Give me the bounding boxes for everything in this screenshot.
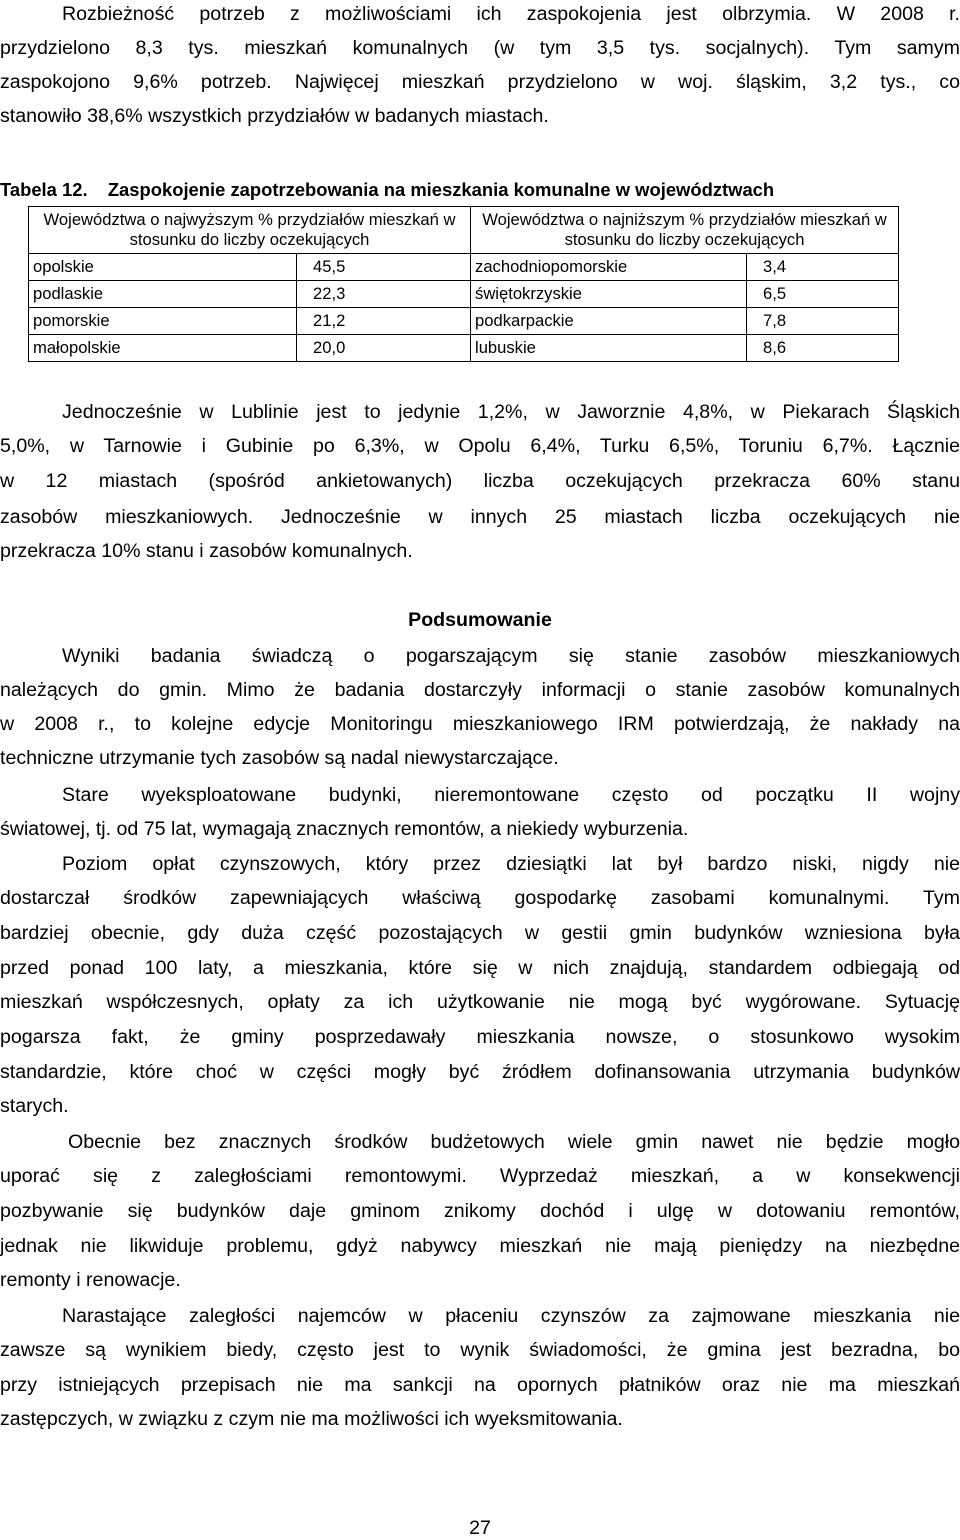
text-line: pogarsza fakt, że gminy posprzedawały mieszkania nowsze, o stosunkowo wysokim xyxy=(0,1026,960,1048)
text-line: w 12 miastach (spośród ankietowanych) liczba oczekujących przekracza 60% stanu xyxy=(0,470,960,492)
text-line: techniczne utrzymanie tych zasobów są nadal niewystarczające. xyxy=(0,747,559,769)
text-line: Poziom opłat czynszowych, który przez dziesiątki lat był bardzo niski, nigdy nie xyxy=(62,853,960,875)
table-title: Zaspokojenie zapotrzebowania na mieszkania komunalne w województwach xyxy=(107,179,775,200)
low-voivodeship: podkarpackie xyxy=(471,308,747,335)
text-line: Obecnie bez znacznych środków budżetowych wiele gmin nawet nie będzie mogło xyxy=(68,1131,960,1153)
text-line: stanowiło 38,6% wszystkich przydziałów w badanych miastach. xyxy=(0,105,549,127)
text-line: należących do gmin. Mimo że badania dostarczyły informacji o stanie zasobów komunalnych xyxy=(0,679,960,701)
table-row xyxy=(29,335,899,362)
text-line: przy istniejących przepisach nie ma sankcji na opornych płatników oraz nie ma mieszkań xyxy=(0,1374,960,1396)
low-value: 7,8 xyxy=(747,308,899,335)
high-value: 20,0 xyxy=(297,335,471,362)
high-voivodeship: podlaskie xyxy=(29,281,297,308)
text-line: światowej, tj. od 75 lat, wymagają znacznych remontów, a niekiedy wyburzenia. xyxy=(0,818,689,840)
high-value: 21,2 xyxy=(297,308,471,335)
high-value: 45,5 xyxy=(297,254,471,281)
voivodeship-table xyxy=(28,206,899,362)
table-row xyxy=(29,254,899,281)
text-line: starych. xyxy=(0,1095,69,1117)
table-label: Tabela 12. xyxy=(0,179,88,200)
low-voivodeship: lubuskie xyxy=(471,335,747,362)
text-line: standardzie, które choć w części mogły być źródłem dofinansowania utrzymania budynków xyxy=(0,1061,960,1083)
text-line: bardziej obecnie, gdy duża część pozostających w gestii gmin budynków wzniesiona była xyxy=(0,922,960,944)
text-line: Wyniki badania świadczą o pogarszającym się stanie zasobów mieszkaniowych xyxy=(62,645,960,667)
text-line: uporać się z zaległościami remontowymi. Wyprzedaż mieszkań, a w konsekwencji xyxy=(0,1165,960,1187)
section-heading: Podsumowanie xyxy=(408,609,552,631)
text-line: 5,0%, w Tarnowie i Gubinie po 6,3%, w Opolu 6,4%, Turku 6,5%, Toruniu 6,7%. Łącznie xyxy=(0,435,960,457)
page-number: 27 xyxy=(469,1517,491,1539)
text-line: przekracza 10% stanu i zasobów komunalnych. xyxy=(0,540,413,562)
text-line: Narastające zaległości najemców w płaceniu czynszów za zajmowane mieszkania nie xyxy=(62,1305,960,1327)
text-line: zawsze są wynikiem biedy, często jest to wynik świadomości, że gmina jest bezradna, bo xyxy=(0,1339,960,1361)
low-value: 8,6 xyxy=(747,335,899,362)
high-value: 22,3 xyxy=(297,281,471,308)
text-line: mieszkań współczesnych, opłaty za ich użytkowanie nie mogą być wygórowane. Sytuację xyxy=(0,991,960,1013)
table-row xyxy=(29,308,899,335)
text-line: w 2008 r., to kolejne edycje Monitoringu mieszkaniowego IRM potwierdzają, że nakłady na xyxy=(0,713,960,735)
low-value: 3,4 xyxy=(747,254,899,281)
low-voivodeship: świętokrzyskie xyxy=(471,281,747,308)
text-line: remonty i renowacje. xyxy=(0,1269,181,1291)
text-line: Rozbieżność potrzeb z możliwościami ich zaspokojenia jest olbrzymia. W 2008 r. xyxy=(62,3,960,25)
text-line: jednak nie likwiduje problemu, gdyż nabywcy mieszkań nie mają pieniędzy na niezbędne xyxy=(0,1235,960,1257)
header-lowest: Województwa o najniższym % przydziałów mieszkań w stosunku do liczby oczekujących xyxy=(471,207,899,254)
text-line: pozbywanie się budynków daje gminom znikomy dochód i ulgę w dotowaniu remontów, xyxy=(0,1200,960,1222)
table-header-row xyxy=(29,207,899,254)
text-line: zasobów mieszkaniowych. Jednocześnie w innych 25 miastach liczba oczekujących nie xyxy=(0,506,960,528)
text-line: zaspokojono 9,6% potrzeb. Najwięcej mieszkań przydzielono w woj. śląskim, 3,2 tys., co xyxy=(0,71,960,93)
table-row xyxy=(29,281,899,308)
high-voivodeship: małopolskie xyxy=(29,335,297,362)
text-line: Jednocześnie w Lublinie jest to jedynie 1,2%, w Jaworznie 4,8%, w Piekarach Śląskich xyxy=(62,401,960,423)
text-line: przed ponad 100 laty, a mieszkania, które się w nich znajdują, standardem odbiegają od xyxy=(0,957,960,979)
text-line: przydzielono 8,3 tys. mieszkań komunalnych (w tym 3,5 tys. socjalnych). Tym samym xyxy=(0,37,960,59)
text-line: zastępczych, w związku z czym nie ma możliwości ich wyeksmitowania. xyxy=(0,1408,623,1430)
header-highest: Województwa o najwyższym % przydziałów mieszkań w stosunku do liczby oczekujących xyxy=(29,207,471,254)
text-line: dostarczał środków zapewniających właściwą gospodarkę zasobami komunalnymi. Tym xyxy=(0,887,960,909)
table-caption xyxy=(0,178,960,202)
low-value: 6,5 xyxy=(747,281,899,308)
text-line: Stare wyeksploatowane budynki, nieremontowane często od początku II wojny xyxy=(62,784,960,806)
high-voivodeship: pomorskie xyxy=(29,308,297,335)
high-voivodeship: opolskie xyxy=(29,254,297,281)
low-voivodeship: zachodniopomorskie xyxy=(471,254,747,281)
